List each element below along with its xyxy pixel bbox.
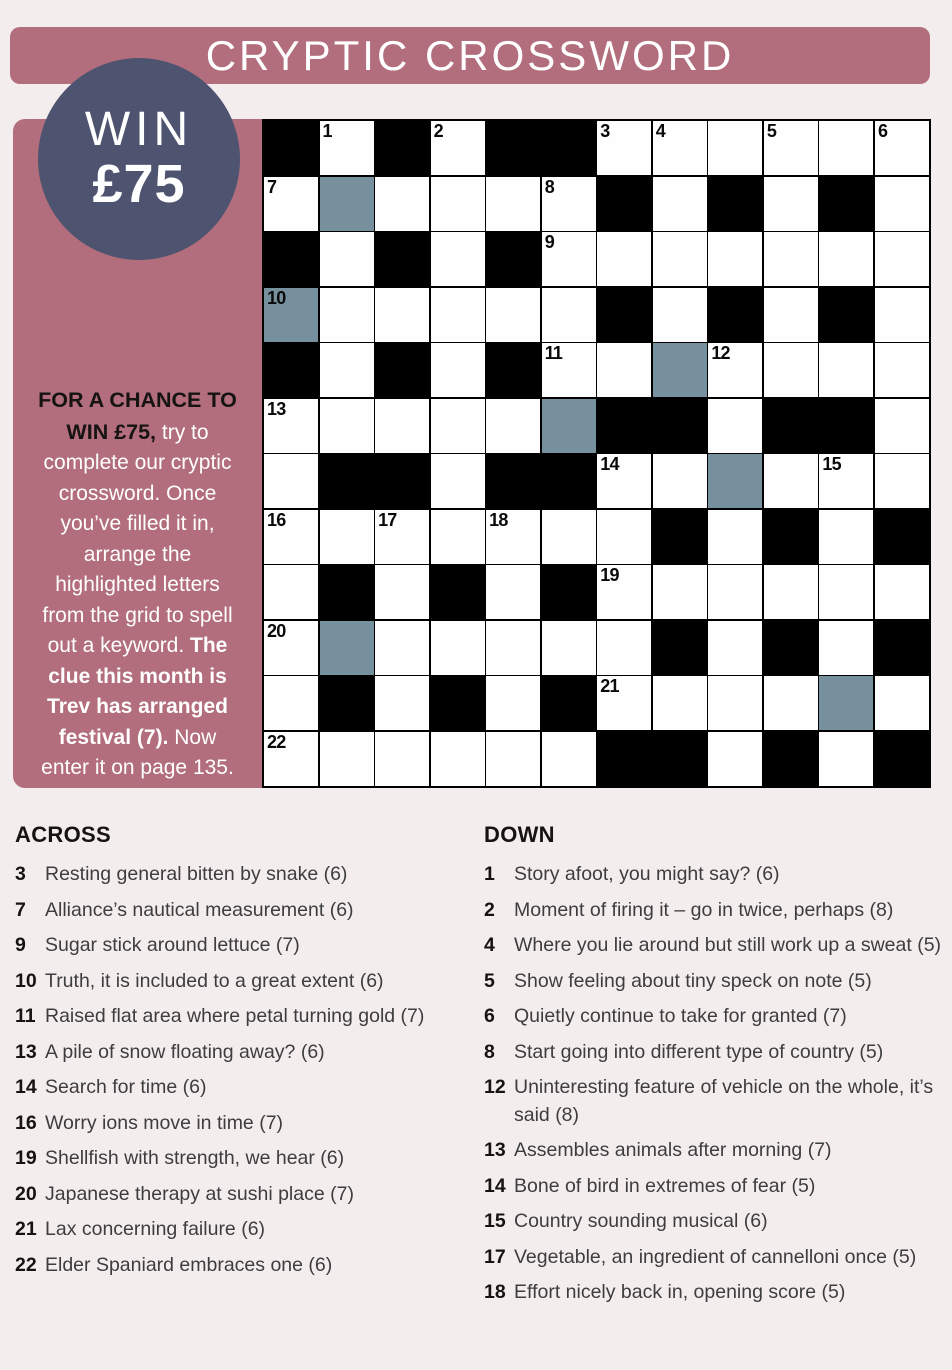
grid-cell-black bbox=[819, 177, 873, 231]
clue-text: Effort nicely back in, opening score (5) bbox=[514, 1281, 846, 1303]
grid-cell[interactable] bbox=[264, 454, 318, 508]
grid-cell[interactable] bbox=[708, 399, 762, 453]
clue-number: 16 bbox=[15, 1111, 37, 1134]
clue-number: 12 bbox=[484, 1076, 506, 1098]
grid-cell[interactable] bbox=[542, 232, 596, 286]
grid-cell-black bbox=[375, 454, 429, 508]
grid-cell-black bbox=[542, 676, 596, 730]
cell-number: 10 bbox=[267, 287, 286, 308]
clue-text: Resting general bitten by snake (6) bbox=[45, 863, 348, 885]
grid-cell[interactable] bbox=[375, 288, 429, 342]
grid-cell[interactable] bbox=[875, 121, 929, 175]
clue-text: Quietly continue to take for granted (7) bbox=[514, 1005, 847, 1027]
clue-number: 1 bbox=[484, 863, 495, 885]
win-prize-badge bbox=[38, 58, 240, 260]
grid-cell-black bbox=[819, 288, 873, 342]
grid-cell-black bbox=[764, 621, 818, 675]
grid-cell-black bbox=[708, 288, 762, 342]
grid-cell[interactable] bbox=[653, 454, 707, 508]
clue-text: A pile of snow floating away? (6) bbox=[45, 1040, 325, 1063]
grid-cell[interactable] bbox=[708, 343, 762, 397]
cell-number: 13 bbox=[267, 398, 286, 419]
grid-cell-black bbox=[375, 343, 429, 397]
grid-cell[interactable] bbox=[320, 288, 374, 342]
grid-cell-highlighted[interactable] bbox=[653, 343, 707, 397]
cell-number: 20 bbox=[267, 620, 286, 641]
grid-cell-black bbox=[486, 454, 540, 508]
crossword-grid bbox=[262, 119, 931, 788]
cell-number: 16 bbox=[267, 509, 286, 530]
grid-cell[interactable] bbox=[597, 621, 651, 675]
grid-cell-black bbox=[264, 232, 318, 286]
badge-win-text: WIN bbox=[84, 103, 194, 157]
grid-cell[interactable] bbox=[486, 621, 540, 675]
page-title: CRYPTIC CROSSWORD bbox=[205, 31, 735, 79]
grid-cell-black bbox=[875, 732, 929, 786]
grid-cell[interactable] bbox=[875, 565, 929, 619]
clue-item bbox=[15, 861, 470, 889]
grid-cell[interactable] bbox=[264, 676, 318, 730]
across-heading: ACROSS bbox=[15, 822, 111, 847]
clue-item bbox=[15, 1074, 470, 1102]
cell-number: 18 bbox=[489, 509, 508, 530]
cell-number: 9 bbox=[544, 232, 554, 253]
clue-number: 5 bbox=[484, 969, 495, 992]
clue-number: 22 bbox=[15, 1253, 37, 1276]
cell-number: 8 bbox=[544, 176, 554, 197]
grid-cell[interactable] bbox=[320, 732, 374, 786]
grid-cell[interactable] bbox=[431, 177, 485, 231]
clue-item bbox=[484, 861, 942, 889]
grid-cell-black bbox=[764, 510, 818, 564]
grid-cell[interactable] bbox=[819, 454, 873, 508]
grid-cell[interactable] bbox=[875, 399, 929, 453]
clue-item bbox=[484, 1039, 942, 1067]
grid-cell[interactable] bbox=[375, 510, 429, 564]
clue-number: 17 bbox=[484, 1245, 506, 1268]
grid-cell-highlighted[interactable] bbox=[320, 177, 374, 231]
grid-cell-black bbox=[542, 565, 596, 619]
grid-cell[interactable] bbox=[875, 676, 929, 730]
grid-cell-black bbox=[764, 399, 818, 453]
clue-number: 15 bbox=[484, 1210, 506, 1232]
grid-cell-highlighted[interactable] bbox=[264, 288, 318, 342]
clue-number: 9 bbox=[15, 934, 26, 956]
grid-cell[interactable] bbox=[375, 177, 429, 231]
clue-text: Worry ions move in time (7) bbox=[45, 1111, 284, 1134]
grid-cell[interactable] bbox=[264, 510, 318, 564]
across-clue-list bbox=[15, 861, 470, 1279]
clue-text: Raised flat area where petal turning gold (7) bbox=[45, 1005, 425, 1027]
grid-cell-black bbox=[320, 676, 374, 730]
cell-number: 3 bbox=[600, 121, 610, 141]
badge-amount-text: £75 bbox=[92, 153, 186, 214]
grid-cell[interactable] bbox=[597, 565, 651, 619]
cell-number: 5 bbox=[766, 121, 777, 141]
cell-number: 2 bbox=[433, 121, 443, 141]
grid-cell-black bbox=[597, 732, 651, 786]
clue-text: Show feeling about tiny speck on note (5) bbox=[514, 969, 872, 992]
grid-cell-black bbox=[431, 565, 485, 619]
clue-text: Moment of firing it – go in twice, perhaps (8) bbox=[514, 898, 894, 921]
grid-cell-black bbox=[320, 565, 374, 619]
grid-cell[interactable] bbox=[819, 565, 873, 619]
clue-item bbox=[15, 1039, 470, 1067]
grid-cell-highlighted[interactable] bbox=[819, 676, 873, 730]
grid-cell[interactable] bbox=[542, 288, 596, 342]
grid-cell[interactable] bbox=[320, 399, 374, 453]
clue-item bbox=[484, 897, 942, 925]
promo-body-bold: The clue this month is Trev has arranged festival (7). bbox=[47, 634, 228, 749]
grid-cell[interactable] bbox=[653, 565, 707, 619]
clue-number: 7 bbox=[15, 898, 26, 921]
grid-cell-black bbox=[486, 343, 540, 397]
grid-cell-black bbox=[320, 454, 374, 508]
grid-cell[interactable] bbox=[764, 232, 818, 286]
grid-cell[interactable] bbox=[431, 232, 485, 286]
grid-cell[interactable] bbox=[264, 621, 318, 675]
clue-number: 21 bbox=[15, 1218, 37, 1240]
grid-cell[interactable] bbox=[597, 454, 651, 508]
promo-body-tail: Now enter it on page 135. bbox=[41, 725, 234, 779]
grid-cell-black bbox=[375, 232, 429, 286]
grid-cell[interactable] bbox=[764, 676, 818, 730]
clue-text: Lax concerning failure (6) bbox=[45, 1218, 266, 1240]
grid-cell-black bbox=[653, 510, 707, 564]
grid-cell[interactable] bbox=[708, 510, 762, 564]
clue-number: 13 bbox=[15, 1040, 37, 1063]
grid-cell[interactable] bbox=[486, 732, 540, 786]
promo-intro-bold: FOR A CHANCE TO WIN £75, bbox=[38, 388, 237, 444]
grid-cell[interactable] bbox=[819, 732, 873, 786]
grid-cell[interactable] bbox=[764, 177, 818, 231]
grid-cell[interactable] bbox=[431, 121, 485, 175]
grid-cell-black bbox=[597, 288, 651, 342]
down-clue-list bbox=[484, 861, 942, 1307]
grid-cell[interactable] bbox=[764, 454, 818, 508]
clue-number: 4 bbox=[484, 934, 495, 956]
grid-cell[interactable] bbox=[708, 232, 762, 286]
grid-cell[interactable] bbox=[486, 565, 540, 619]
grid-cell[interactable] bbox=[653, 177, 707, 231]
clue-item bbox=[15, 932, 470, 960]
grid-cell[interactable] bbox=[653, 676, 707, 730]
grid-cell[interactable] bbox=[708, 676, 762, 730]
grid-cell[interactable] bbox=[320, 343, 374, 397]
clue-text: Japanese therapy at sushi place (7) bbox=[45, 1182, 354, 1205]
grid-cell-black bbox=[542, 454, 596, 508]
clue-number: 14 bbox=[484, 1174, 506, 1197]
clue-item bbox=[15, 1252, 470, 1280]
clue-number: 20 bbox=[15, 1182, 37, 1205]
grid-cell-black bbox=[653, 732, 707, 786]
grid-cell[interactable] bbox=[819, 621, 873, 675]
grid-cell-black bbox=[542, 121, 596, 175]
grid-cell[interactable] bbox=[597, 343, 651, 397]
clue-number: 6 bbox=[484, 1005, 495, 1027]
grid-cell[interactable] bbox=[597, 510, 651, 564]
grid-cell[interactable] bbox=[431, 288, 485, 342]
grid-cell[interactable] bbox=[320, 121, 374, 175]
grid-cell[interactable] bbox=[764, 565, 818, 619]
grid-cell[interactable] bbox=[264, 565, 318, 619]
grid-cell[interactable] bbox=[875, 343, 929, 397]
cell-number: 12 bbox=[711, 343, 730, 364]
grid-cell[interactable] bbox=[542, 732, 596, 786]
grid-cell[interactable] bbox=[819, 121, 873, 175]
clue-number: 13 bbox=[484, 1139, 506, 1161]
cell-number: 19 bbox=[600, 565, 619, 586]
clue-text: Bone of bird in extremes of fear (5) bbox=[514, 1174, 816, 1197]
grid-cell-black bbox=[431, 676, 485, 730]
grid-cell-black bbox=[708, 177, 762, 231]
clue-item bbox=[484, 1137, 942, 1165]
promo-text bbox=[37, 385, 238, 784]
grid-cell-highlighted[interactable] bbox=[708, 454, 762, 508]
grid-cell[interactable] bbox=[597, 676, 651, 730]
grid-cell-black bbox=[264, 343, 318, 397]
clue-item bbox=[15, 1003, 470, 1031]
grid-cell[interactable] bbox=[375, 565, 429, 619]
grid-cell[interactable] bbox=[486, 510, 540, 564]
clue-number: 8 bbox=[484, 1040, 495, 1063]
grid-cell[interactable] bbox=[875, 232, 929, 286]
grid-cell[interactable] bbox=[431, 732, 485, 786]
clue-text: Truth, it is included to a great extent (6) bbox=[45, 969, 384, 992]
grid-cell[interactable] bbox=[486, 399, 540, 453]
clue-text: Story afoot, you might say? (6) bbox=[514, 863, 780, 885]
grid-cell[interactable] bbox=[486, 676, 540, 730]
grid-cell-highlighted[interactable] bbox=[320, 621, 374, 675]
cell-number: 21 bbox=[600, 676, 619, 697]
grid-cell-black bbox=[597, 399, 651, 453]
grid-cell-black bbox=[597, 177, 651, 231]
grid-cell-highlighted[interactable] bbox=[542, 399, 596, 453]
grid-cell[interactable] bbox=[708, 565, 762, 619]
down-clues-section bbox=[484, 822, 942, 1315]
grid-cell[interactable] bbox=[431, 399, 485, 453]
grid-cell-black bbox=[486, 121, 540, 175]
grid-cell-black bbox=[875, 510, 929, 564]
cell-number: 11 bbox=[544, 343, 563, 364]
grid-cell[interactable] bbox=[764, 288, 818, 342]
grid-cell-black bbox=[819, 399, 873, 453]
grid-cell[interactable] bbox=[542, 621, 596, 675]
grid-cell[interactable] bbox=[320, 232, 374, 286]
grid-cell[interactable] bbox=[375, 621, 429, 675]
grid-cell[interactable] bbox=[264, 399, 318, 453]
grid-cell[interactable] bbox=[431, 510, 485, 564]
clue-number: 14 bbox=[15, 1076, 37, 1098]
grid-cell[interactable] bbox=[375, 732, 429, 786]
grid-cell[interactable] bbox=[486, 288, 540, 342]
clue-item bbox=[484, 932, 942, 960]
clue-number: 11 bbox=[15, 1005, 36, 1027]
across-clues-section bbox=[15, 822, 470, 1287]
cell-number: 1 bbox=[322, 121, 332, 141]
grid-cell[interactable] bbox=[708, 621, 762, 675]
grid-cell[interactable] bbox=[486, 177, 540, 231]
grid-cell[interactable] bbox=[653, 232, 707, 286]
grid-cell[interactable] bbox=[708, 732, 762, 786]
grid-cell[interactable] bbox=[320, 510, 374, 564]
grid-cell[interactable] bbox=[264, 732, 318, 786]
clue-text: Search for time (6) bbox=[45, 1076, 207, 1098]
clue-item bbox=[15, 1216, 470, 1244]
clue-item bbox=[484, 1173, 942, 1201]
clue-number: 3 bbox=[15, 863, 26, 885]
grid-cell[interactable] bbox=[431, 454, 485, 508]
clue-text: Sugar stick around lettuce (7) bbox=[45, 934, 300, 956]
grid-cell-black bbox=[486, 232, 540, 286]
clue-item bbox=[484, 968, 942, 996]
clue-item bbox=[15, 1181, 470, 1209]
grid-cell[interactable] bbox=[819, 232, 873, 286]
clue-text: Vegetable, an ingredient of cannelloni once (5) bbox=[514, 1245, 917, 1268]
clue-item bbox=[15, 1145, 470, 1173]
grid-cell[interactable] bbox=[542, 343, 596, 397]
clue-text: Where you lie around but still work up a sweat (5) bbox=[514, 934, 942, 956]
grid-cell[interactable] bbox=[653, 288, 707, 342]
clue-text: Uninteresting feature of vehicle on the whole, it’s said (8) bbox=[514, 1076, 934, 1126]
grid-cell[interactable] bbox=[542, 510, 596, 564]
clue-item bbox=[484, 1074, 942, 1129]
grid-cell[interactable] bbox=[764, 343, 818, 397]
grid-cell[interactable] bbox=[653, 121, 707, 175]
grid-cell[interactable] bbox=[542, 177, 596, 231]
grid-cell-black bbox=[375, 121, 429, 175]
grid-cell[interactable] bbox=[875, 288, 929, 342]
clue-item bbox=[484, 1003, 942, 1031]
cell-number: 4 bbox=[655, 121, 665, 141]
grid-cell[interactable] bbox=[431, 621, 485, 675]
grid-cell[interactable] bbox=[875, 177, 929, 231]
clue-number: 19 bbox=[15, 1147, 37, 1169]
clue-number: 2 bbox=[484, 898, 495, 921]
clue-text: Country sounding musical (6) bbox=[514, 1210, 768, 1232]
clue-text: Elder Spaniard embraces one (6) bbox=[45, 1253, 333, 1276]
clue-number: 18 bbox=[484, 1281, 506, 1303]
grid-cell[interactable] bbox=[375, 399, 429, 453]
grid-cell[interactable] bbox=[597, 232, 651, 286]
clue-item bbox=[484, 1208, 942, 1236]
cell-number: 17 bbox=[378, 509, 397, 530]
down-heading: DOWN bbox=[484, 822, 555, 847]
clue-text: Shellfish with strength, we hear (6) bbox=[45, 1147, 345, 1169]
clue-item bbox=[15, 1110, 470, 1138]
grid-cell-black bbox=[653, 621, 707, 675]
clue-text: Start going into different type of country (5) bbox=[514, 1040, 884, 1063]
grid-cell[interactable] bbox=[819, 343, 873, 397]
cell-number: 15 bbox=[822, 454, 841, 475]
cell-number: 22 bbox=[267, 731, 286, 752]
grid-cell[interactable] bbox=[819, 510, 873, 564]
grid-cell[interactable] bbox=[264, 177, 318, 231]
grid-cell-black bbox=[264, 121, 318, 175]
grid-cell[interactable] bbox=[875, 454, 929, 508]
grid-cell[interactable] bbox=[375, 676, 429, 730]
grid-cell-black bbox=[653, 399, 707, 453]
promo-body-regular: try to complete our cryptic crossword. Once you’ve filled it in, arrange the highlighted letters from the grid to spell out a keyword. bbox=[42, 420, 233, 657]
cell-number: 14 bbox=[600, 454, 619, 475]
cell-number: 7 bbox=[267, 176, 277, 197]
grid-cell-black bbox=[875, 621, 929, 675]
clue-number: 10 bbox=[15, 969, 37, 992]
grid-cell-black bbox=[764, 732, 818, 786]
grid-cell[interactable] bbox=[431, 343, 485, 397]
grid-cell[interactable] bbox=[708, 121, 762, 175]
clue-text: Assembles animals after morning (7) bbox=[514, 1139, 832, 1161]
clue-item bbox=[484, 1244, 942, 1272]
clue-text: Alliance’s nautical measurement (6) bbox=[45, 898, 354, 921]
clue-item bbox=[15, 968, 470, 996]
clue-item bbox=[15, 897, 470, 925]
grid-cell[interactable] bbox=[597, 121, 651, 175]
clue-item bbox=[484, 1279, 942, 1307]
grid-cell[interactable] bbox=[764, 121, 818, 175]
cell-number: 6 bbox=[877, 121, 888, 141]
